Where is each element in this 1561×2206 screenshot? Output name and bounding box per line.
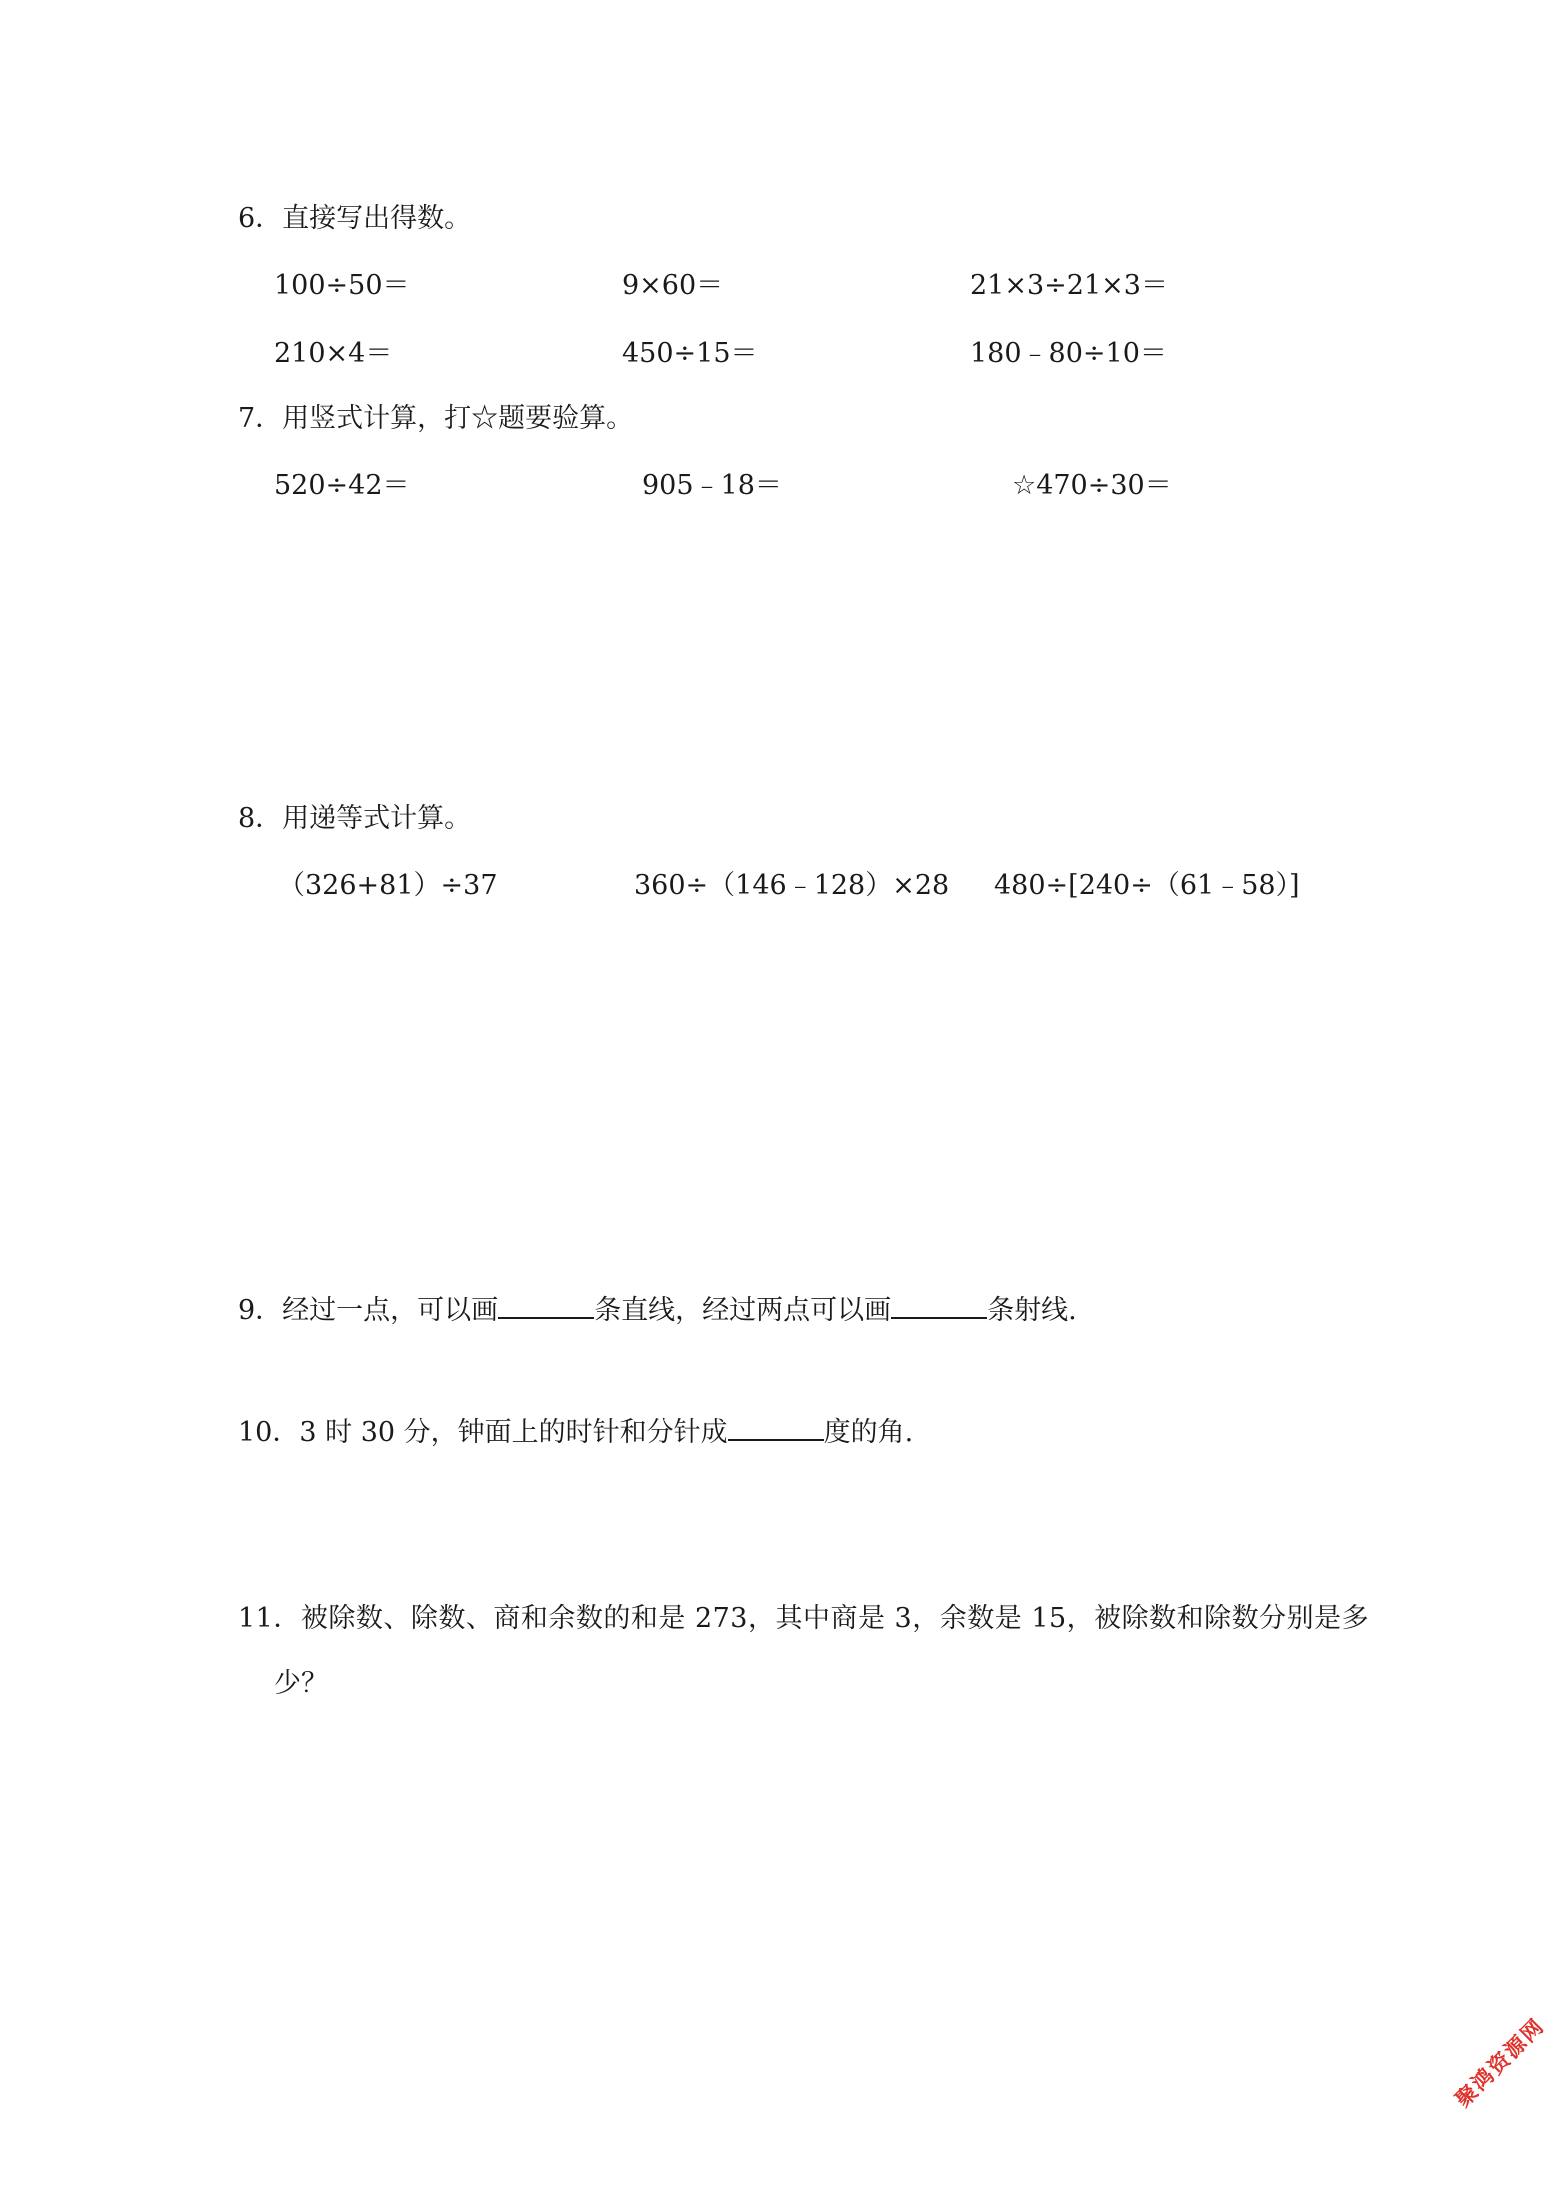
q9-text-3: 条射线. xyxy=(987,1295,1077,1326)
q7-expr-1: 520÷42＝ xyxy=(274,470,410,501)
q9-text-2: 条直线，经过两点可以画 xyxy=(594,1295,892,1326)
q7-expr-2: 905﹣18＝ xyxy=(642,470,782,501)
q7-expr-3: ☆470÷30＝ xyxy=(1012,470,1172,501)
q10-text-2: 度的角. xyxy=(823,1417,914,1448)
q10-line xyxy=(238,1415,913,1449)
q8-expr-2: 360÷（146﹣128）×28 xyxy=(634,870,950,901)
q6-expr-3: 21×3÷21×3＝ xyxy=(970,270,1168,301)
q6-expr-2: 9×60＝ xyxy=(622,270,724,301)
q9-line xyxy=(238,1293,1077,1327)
q9-text-1: 9．经过一点，可以画 xyxy=(238,1295,499,1326)
q9-blank-1[interactable] xyxy=(498,1293,594,1319)
q11-line-1: 11．被除数、除数、商和余数的和是 273，其中商是 3，余数是 15，被除数和除数分别是多 xyxy=(238,1603,1370,1634)
q8-expr-1: （326+81）÷37 xyxy=(278,870,498,901)
q6-title: 6．直接写出得数。 xyxy=(238,203,472,234)
q8-title: 8．用递等式计算。 xyxy=(238,803,472,834)
q6-expr-4: 210×4＝ xyxy=(274,338,393,369)
q10-blank[interactable] xyxy=(728,1415,824,1441)
q11-line-2: 少？ xyxy=(274,1668,328,1699)
q7-title: 7．用竖式计算，打☆题要验算。 xyxy=(238,403,634,434)
q6-expr-1: 100÷50＝ xyxy=(274,270,410,301)
q9-blank-2[interactable] xyxy=(891,1293,987,1319)
q6-expr-6: 180﹣80÷10＝ xyxy=(970,338,1167,369)
q10-text-1: 10．3 时 30 分，钟面上的时针和分针成 xyxy=(238,1417,728,1448)
watermark-stamp: 聚鸿资源网 xyxy=(1450,2013,1550,2112)
q8-expr-3: 480÷[240÷（61﹣58）] xyxy=(994,870,1300,901)
q6-expr-5: 450÷15＝ xyxy=(622,338,758,369)
